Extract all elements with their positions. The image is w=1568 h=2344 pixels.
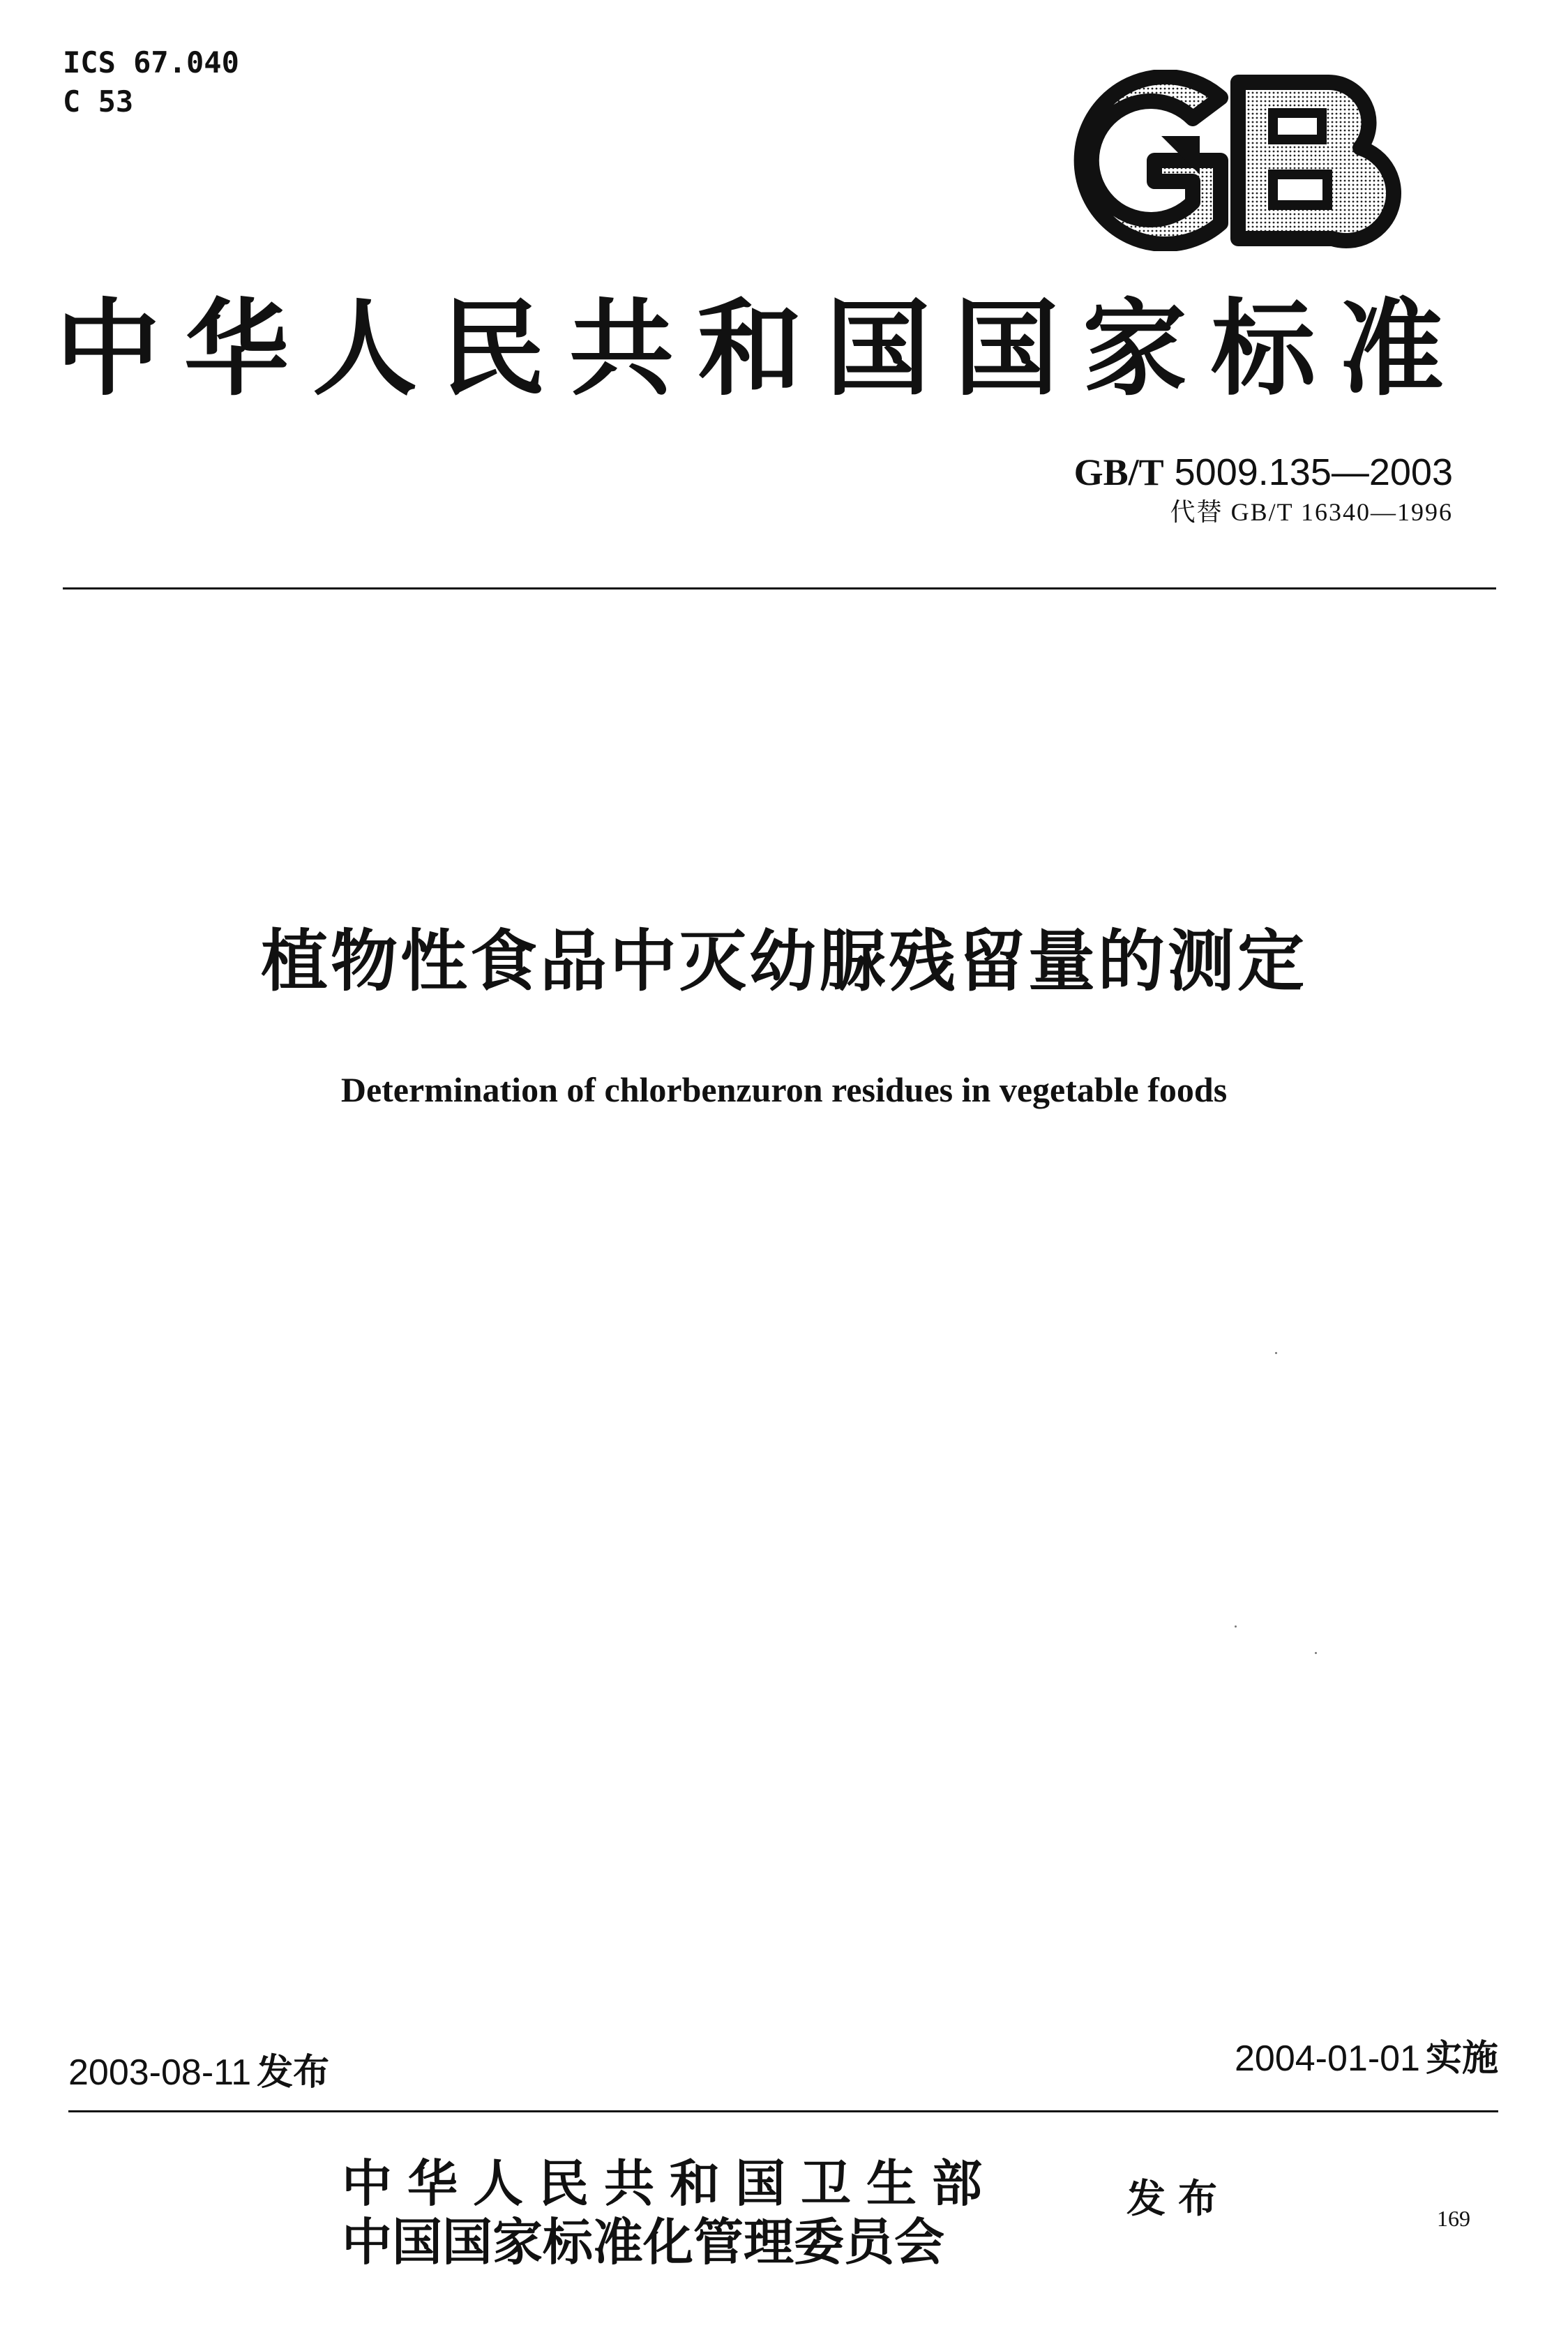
scan-speck: [1235, 1625, 1237, 1628]
implementation-date-value: 2004-01-01: [1234, 2038, 1420, 2079]
issuing-authorities: [342, 2154, 997, 2271]
ics-code: ICS 67.040: [63, 45, 239, 80]
ccs-code: C 53: [63, 84, 134, 119]
publish-label: 发布: [1126, 2177, 1230, 2222]
footer-divider: [68, 2110, 1498, 2112]
scan-speck: [1315, 1652, 1317, 1654]
replaces-standard: 代替 GB/T 16340—1996: [1170, 498, 1453, 526]
chinese-title: 植物性食品中灭幼脲残留量的测定: [261, 922, 1307, 1000]
standard-number-prefix: GB/T: [1073, 451, 1164, 493]
issuer-standardization-administration: 中国国家标准化管理委员会: [342, 2212, 945, 2271]
issue-date: [68, 2048, 329, 2098]
classification-codes: [63, 43, 239, 121]
national-standard-banner: 中华人民共和国国家标准: [56, 287, 1468, 410]
scan-speck: [1275, 1352, 1277, 1354]
implementation-date: [1235, 2034, 1498, 2084]
english-title: Determination of chlorbenzuron residues in vegetable foods: [340, 1070, 1228, 1109]
implementation-date-label: 实施: [1425, 2038, 1498, 2080]
page-number: 169: [1437, 2206, 1470, 2231]
issuer-ministry-of-health: 中华人民共和国卫生部: [342, 2154, 998, 2213]
header-divider: [63, 587, 1496, 589]
standard-number-value: 5009.135—2003: [1174, 451, 1453, 493]
gb-logo: [1050, 70, 1405, 251]
issue-date-label: 发布: [257, 2052, 330, 2094]
standard-number: [1074, 450, 1453, 495]
issue-date-value: 2003-08-11: [68, 2052, 252, 2093]
